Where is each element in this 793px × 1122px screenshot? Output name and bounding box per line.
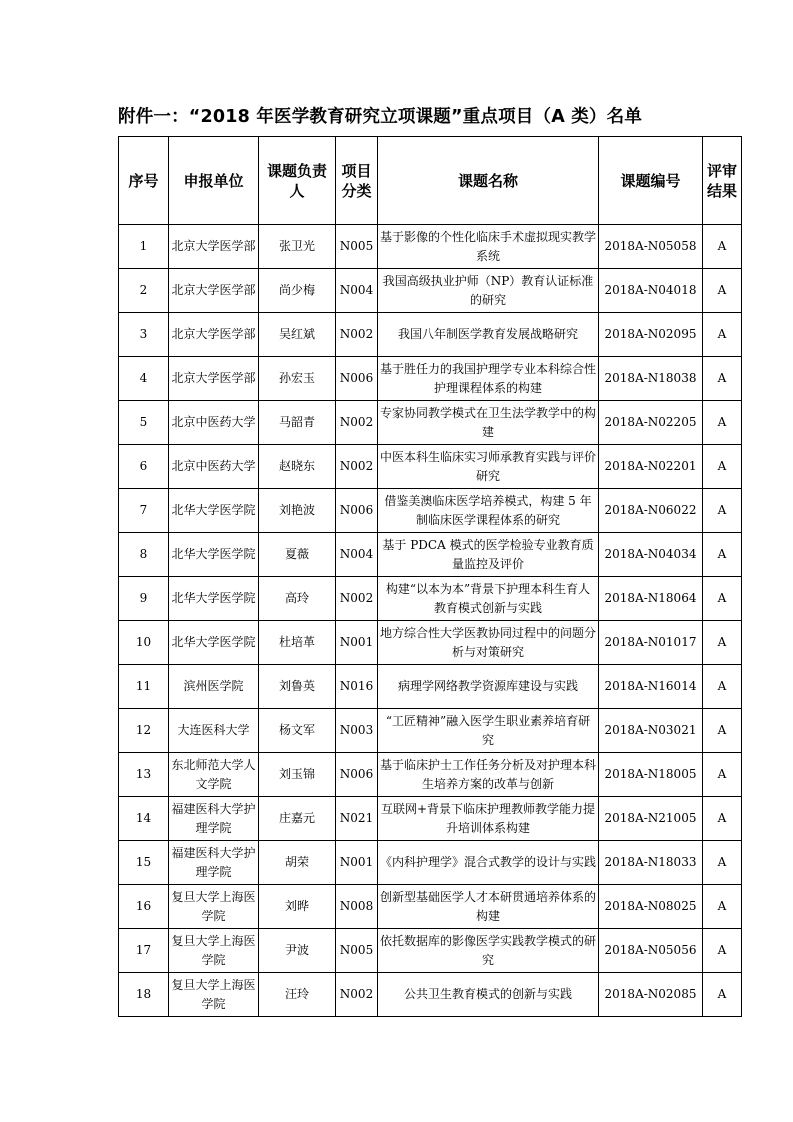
- cell-index: 15: [119, 841, 169, 885]
- cell-index: 18: [119, 973, 169, 1017]
- project-table: [118, 136, 742, 1017]
- cell-review-result: A: [703, 269, 742, 313]
- cell-review-result: A: [703, 313, 742, 357]
- cell-leader: 杜培革: [259, 621, 336, 665]
- cell-leader: 刘玉锦: [259, 753, 336, 797]
- cell-review-result: A: [703, 709, 742, 753]
- cell-index: 2: [119, 269, 169, 313]
- cell-category: N003: [336, 709, 378, 753]
- cell-project-name: 构建“以本为本”背景下护理本科生育人教育模式创新与实践: [378, 577, 599, 621]
- cell-leader: 尚少梅: [259, 269, 336, 313]
- cell-category: N002: [336, 577, 378, 621]
- table-row: [119, 753, 742, 797]
- cell-review-result: A: [703, 225, 742, 269]
- cell-project-code: 2018A-N05056: [599, 929, 703, 973]
- cell-project-name: 病理学网络教学资源库建设与实践: [378, 665, 599, 709]
- table-header-row: [119, 137, 742, 225]
- cell-index: 8: [119, 533, 169, 577]
- cell-project-name: 中医本科生临床实习师承教育实践与评价研究: [378, 445, 599, 489]
- cell-project-code: 2018A-N03021: [599, 709, 703, 753]
- cell-index: 13: [119, 753, 169, 797]
- cell-index: 7: [119, 489, 169, 533]
- cell-leader: 尹波: [259, 929, 336, 973]
- cell-index: 6: [119, 445, 169, 489]
- cell-review-result: A: [703, 357, 742, 401]
- cell-index: 14: [119, 797, 169, 841]
- cell-leader: 庄嘉元: [259, 797, 336, 841]
- cell-project-name: 基于影像的个性化临床手术虚拟现实教学系统: [378, 225, 599, 269]
- cell-leader: 赵晓东: [259, 445, 336, 489]
- cell-unit: 北京大学医学部: [169, 313, 259, 357]
- table-row: [119, 533, 742, 577]
- cell-index: 9: [119, 577, 169, 621]
- cell-project-code: 2018A-N16014: [599, 665, 703, 709]
- cell-leader: 汪玲: [259, 973, 336, 1017]
- cell-project-code: 2018A-N02201: [599, 445, 703, 489]
- table-row: [119, 885, 742, 929]
- table-row: [119, 313, 742, 357]
- header-index: 序号: [119, 137, 169, 225]
- header-name: 课题名称: [378, 137, 599, 225]
- cell-unit: 福建医科大学护理学院: [169, 841, 259, 885]
- cell-project-code: 2018A-N18064: [599, 577, 703, 621]
- cell-project-code: 2018A-N04018: [599, 269, 703, 313]
- cell-review-result: A: [703, 621, 742, 665]
- cell-category: N006: [336, 357, 378, 401]
- cell-index: 4: [119, 357, 169, 401]
- cell-project-name: 公共卫生教育模式的创新与实践: [378, 973, 599, 1017]
- cell-review-result: A: [703, 401, 742, 445]
- cell-category: N021: [336, 797, 378, 841]
- header-code: 课题编号: [599, 137, 703, 225]
- cell-project-code: 2018A-N05058: [599, 225, 703, 269]
- cell-unit: 北京中医药大学: [169, 401, 259, 445]
- cell-project-name: 我国高级执业护师（NP）教育认证标准的研究: [378, 269, 599, 313]
- table-body: [119, 225, 742, 1017]
- cell-review-result: A: [703, 841, 742, 885]
- cell-unit: 北京大学医学部: [169, 269, 259, 313]
- cell-category: N004: [336, 533, 378, 577]
- cell-project-code: 2018A-N01017: [599, 621, 703, 665]
- cell-category: N016: [336, 665, 378, 709]
- cell-project-name: 我国八年制医学教育发展战略研究: [378, 313, 599, 357]
- header-leader: 课题负责人: [259, 137, 336, 225]
- cell-review-result: A: [703, 797, 742, 841]
- cell-review-result: A: [703, 577, 742, 621]
- cell-unit: 东北师范大学人文学院: [169, 753, 259, 797]
- cell-category: N002: [336, 973, 378, 1017]
- cell-index: 1: [119, 225, 169, 269]
- cell-index: 5: [119, 401, 169, 445]
- cell-unit: 福建医科大学护理学院: [169, 797, 259, 841]
- cell-leader: 胡荣: [259, 841, 336, 885]
- cell-leader: 张卫光: [259, 225, 336, 269]
- cell-project-name: 依托数据库的影像医学实践教学模式的研究: [378, 929, 599, 973]
- cell-project-name: 《内科护理学》混合式教学的设计与实践: [378, 841, 599, 885]
- cell-leader: 吴红斌: [259, 313, 336, 357]
- cell-project-name: 基于 PDCA 模式的医学检验专业教育质量监控及评价: [378, 533, 599, 577]
- cell-review-result: A: [703, 445, 742, 489]
- cell-index: 3: [119, 313, 169, 357]
- table-row: [119, 445, 742, 489]
- cell-index: 16: [119, 885, 169, 929]
- cell-review-result: A: [703, 885, 742, 929]
- cell-review-result: A: [703, 533, 742, 577]
- cell-leader: 刘鲁英: [259, 665, 336, 709]
- cell-leader: 马韶青: [259, 401, 336, 445]
- cell-index: 11: [119, 665, 169, 709]
- cell-project-code: 2018A-N06022: [599, 489, 703, 533]
- cell-project-name: 地方综合性大学医教协同过程中的问题分析与对策研究: [378, 621, 599, 665]
- cell-project-name: “工匠精神”融入医学生职业素养培育研究: [378, 709, 599, 753]
- cell-leader: 杨文军: [259, 709, 336, 753]
- cell-unit: 北京中医药大学: [169, 445, 259, 489]
- table-row: [119, 401, 742, 445]
- cell-unit: 北华大学医学院: [169, 533, 259, 577]
- cell-category: N005: [336, 225, 378, 269]
- table-row: [119, 929, 742, 973]
- cell-project-code: 2018A-N18033: [599, 841, 703, 885]
- cell-project-name: 创新型基础医学人才本研贯通培养体系的构建: [378, 885, 599, 929]
- cell-category: N004: [336, 269, 378, 313]
- cell-review-result: A: [703, 973, 742, 1017]
- table-row: [119, 269, 742, 313]
- table-row: [119, 357, 742, 401]
- cell-index: 17: [119, 929, 169, 973]
- cell-category: N002: [336, 401, 378, 445]
- cell-project-code: 2018A-N04034: [599, 533, 703, 577]
- cell-project-code: 2018A-N18038: [599, 357, 703, 401]
- table-row: [119, 973, 742, 1017]
- cell-project-name: 互联网+背景下临床护理教师教学能力提升培训体系构建: [378, 797, 599, 841]
- table-row: [119, 709, 742, 753]
- table-row: [119, 225, 742, 269]
- cell-project-code: 2018A-N21005: [599, 797, 703, 841]
- cell-project-code: 2018A-N08025: [599, 885, 703, 929]
- cell-unit: 复旦大学上海医学院: [169, 929, 259, 973]
- cell-category: N008: [336, 885, 378, 929]
- cell-category: N001: [336, 621, 378, 665]
- cell-unit: 北华大学医学院: [169, 621, 259, 665]
- cell-category: N002: [336, 313, 378, 357]
- table-row: [119, 489, 742, 533]
- cell-project-code: 2018A-N02205: [599, 401, 703, 445]
- cell-category: N006: [336, 753, 378, 797]
- cell-leader: 夏薇: [259, 533, 336, 577]
- header-result: 评审结果: [703, 137, 742, 225]
- cell-unit: 复旦大学上海医学院: [169, 885, 259, 929]
- cell-unit: 大连医科大学: [169, 709, 259, 753]
- cell-leader: 高玲: [259, 577, 336, 621]
- cell-category: N006: [336, 489, 378, 533]
- cell-category: N005: [336, 929, 378, 973]
- cell-project-code: 2018A-N02085: [599, 973, 703, 1017]
- table-row: [119, 621, 742, 665]
- cell-project-name: 借鉴美澳临床医学培养模式，构建 5 年制临床医学课程体系的研究: [378, 489, 599, 533]
- cell-unit: 北京大学医学部: [169, 357, 259, 401]
- cell-review-result: A: [703, 929, 742, 973]
- cell-leader: 刘晔: [259, 885, 336, 929]
- cell-review-result: A: [703, 665, 742, 709]
- page-title: 附件一：“2018 年医学教育研究立项课题”重点项目（A 类）名单: [118, 107, 643, 127]
- cell-project-name: 基于胜任力的我国护理学专业本科综合性护理课程体系的构建: [378, 357, 599, 401]
- cell-unit: 滨州医学院: [169, 665, 259, 709]
- cell-category: N001: [336, 841, 378, 885]
- cell-project-code: 2018A-N02095: [599, 313, 703, 357]
- cell-category: N002: [336, 445, 378, 489]
- cell-unit: 北京大学医学部: [169, 225, 259, 269]
- cell-unit: 北华大学医学院: [169, 577, 259, 621]
- table-row: [119, 797, 742, 841]
- cell-unit: 北华大学医学院: [169, 489, 259, 533]
- cell-unit: 复旦大学上海医学院: [169, 973, 259, 1017]
- header-category: 项目分类: [336, 137, 378, 225]
- cell-project-name: 专家协同教学模式在卫生法学教学中的构建: [378, 401, 599, 445]
- cell-index: 10: [119, 621, 169, 665]
- cell-project-name: 基于临床护士工作任务分析及对护理本科生培养方案的改革与创新: [378, 753, 599, 797]
- cell-review-result: A: [703, 753, 742, 797]
- table-row: [119, 577, 742, 621]
- cell-index: 12: [119, 709, 169, 753]
- table-row: [119, 841, 742, 885]
- cell-review-result: A: [703, 489, 742, 533]
- cell-leader: 孙宏玉: [259, 357, 336, 401]
- cell-project-code: 2018A-N18005: [599, 753, 703, 797]
- table-row: [119, 665, 742, 709]
- cell-leader: 刘艳波: [259, 489, 336, 533]
- header-unit: 申报单位: [169, 137, 259, 225]
